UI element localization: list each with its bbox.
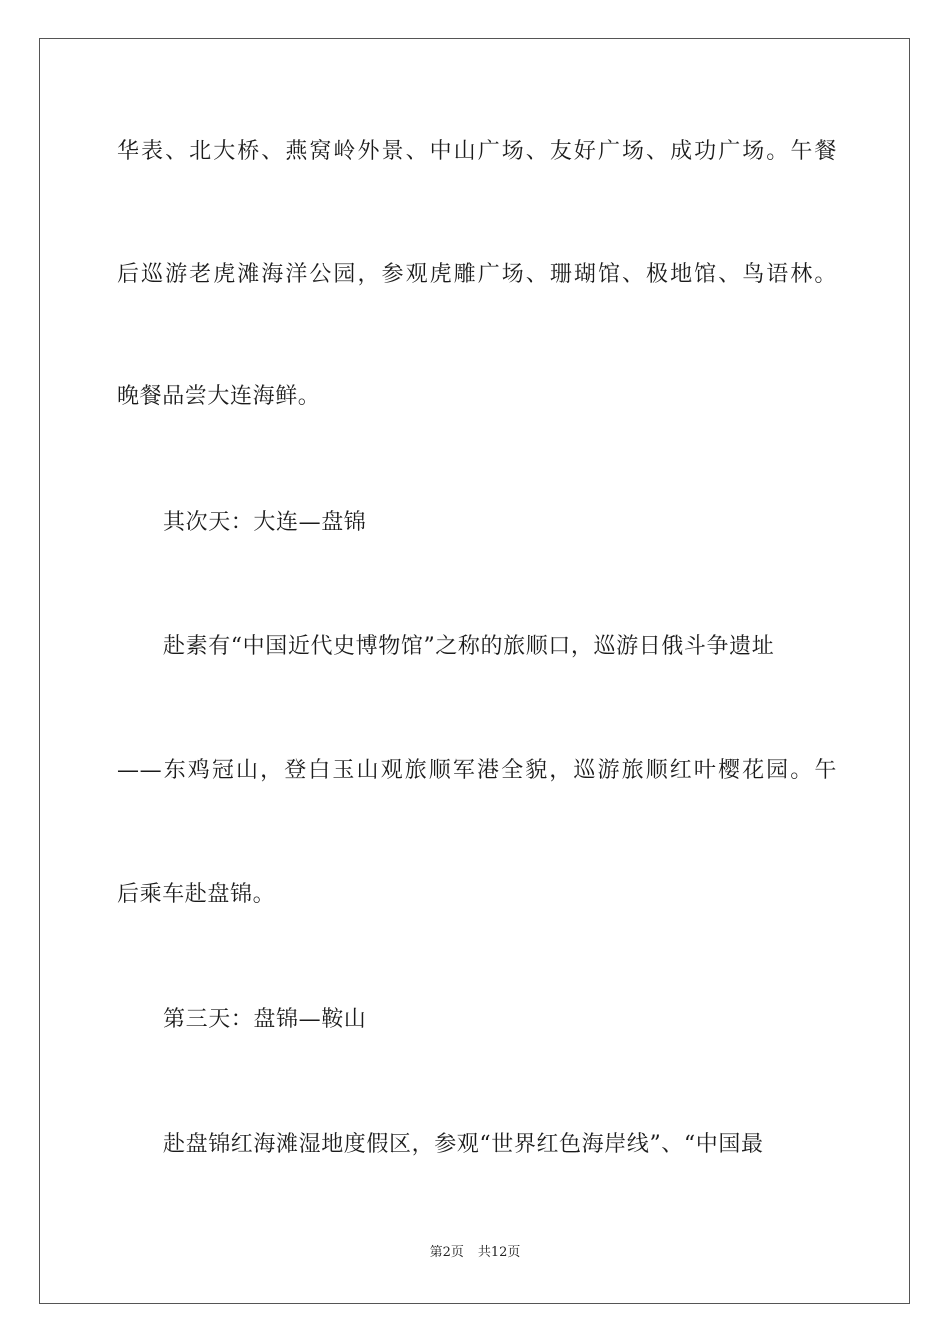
page-number: 第2页 (429, 1245, 464, 1260)
paragraph-line: 晚餐品尝大连海鲜。 (117, 384, 321, 409)
paragraph-line: 后乘车赴盘锦。 (117, 882, 276, 907)
page-frame (39, 38, 910, 1304)
paragraph-line: 赴盘锦红海滩湿地度假区，参观“世界红色海岸线”、“中国最 (163, 1132, 764, 1157)
paragraph-line: ——东鸡冠山，登白玉山观旅顺军港全貌，巡游旅顺红叶樱花园。午 (117, 758, 837, 783)
day-heading: 其次天：大连—盘锦 (163, 510, 367, 535)
paragraph-line: 华表、北大桥、燕窝岭外景、中山广场、友好广场、成功广场。午餐 (117, 139, 837, 164)
page-footer (0, 1244, 950, 1262)
paragraph-line: 赴素有“中国近代史博物馆”之称的旅顺口，巡游日俄斗争遗址 (163, 634, 775, 659)
paragraph-line: 后巡游老虎滩海洋公园，参观虎雕广场、珊瑚馆、极地馆、鸟语林。 (117, 262, 837, 287)
page-total: 共12页 (477, 1245, 521, 1260)
day-heading: 第三天：盘锦—鞍山 (163, 1007, 367, 1032)
